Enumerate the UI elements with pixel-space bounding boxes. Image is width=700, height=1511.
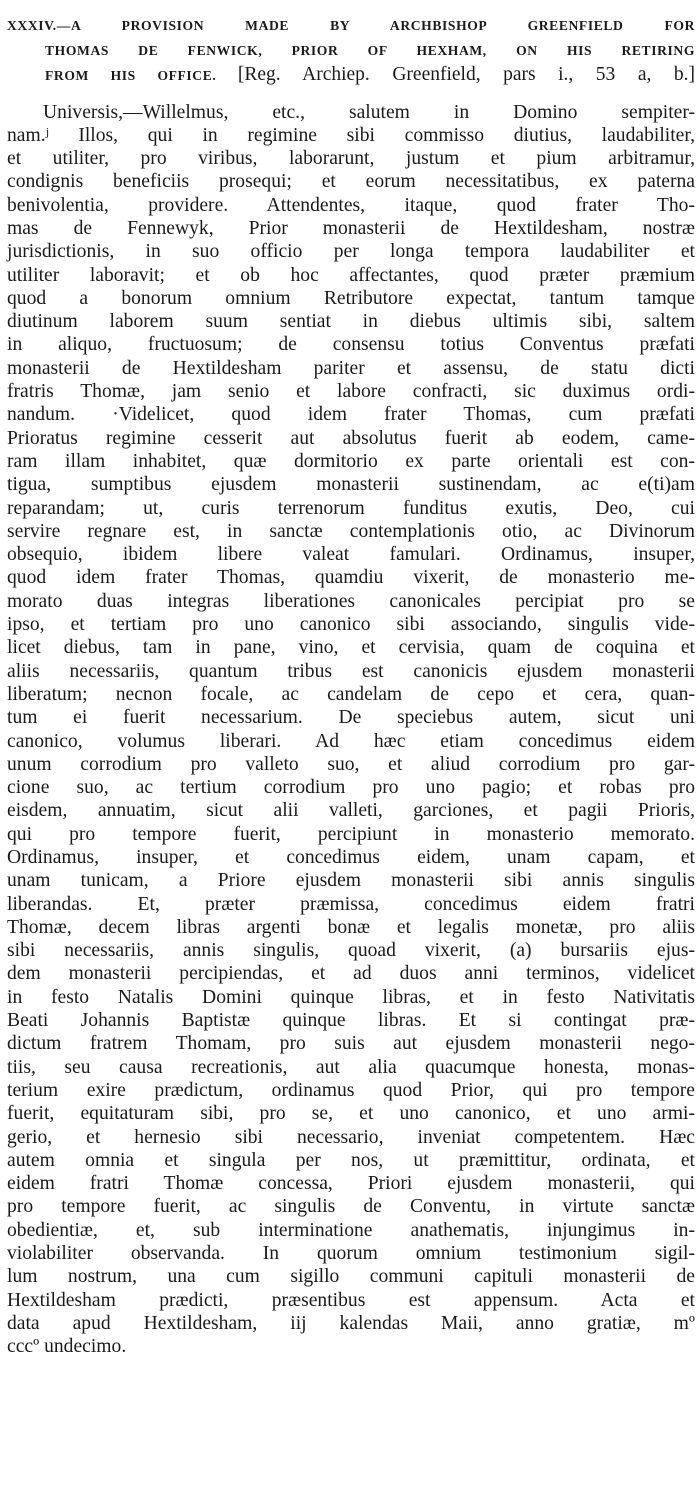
- body-line: tiis, seu causa recreationis, aut alia quacumque honesta, monas-: [7, 1056, 695, 1078]
- body-line: condignis beneficiis prosequi; et eorum necessitatibus, ex paterna: [7, 171, 695, 193]
- body-line: Prioratus regimine cesserit aut absolutus fuerit ab eodem, came-: [7, 427, 695, 449]
- body-line: diutinum laborem suum sentiat in diebus ultimis sibi, saltem: [7, 311, 695, 333]
- body-line: ipso, et tertiam pro uno canonico sibi associando, singulis vide-: [7, 614, 695, 636]
- body-line: violabiliter observanda. In quorum omnium testimonium sigil-: [7, 1243, 695, 1265]
- body-line: tigua, sumptibus ejusdem monasterii sustinendam, ac e(ti)am: [7, 474, 695, 496]
- body-line: lum nostrum, una cum sigillo communi capituli monasterii de: [7, 1266, 695, 1288]
- heading-line: [7, 63, 695, 89]
- body-line: pro tempore fuerit, ac singulis de Conventu, in virtute sanctæ: [7, 1196, 695, 1218]
- body-line: quod a bonorum omnium Retributore expectat, tantum tamque: [7, 287, 695, 309]
- body-line: utiliter laboravit; et ob hoc affectantes, quod præter præmium: [7, 264, 695, 286]
- body-line: Hextildesham prædicti, præsentibus est appensum. Acta et: [7, 1289, 695, 1311]
- document-page: [7, 14, 695, 1359]
- body-line: Universis,—Willelmus, etc., salutem in Domino sempiter-: [43, 101, 695, 123]
- heading-text: FROM HIS OFFICE.: [45, 68, 217, 83]
- body-line: Ordinamus, insuper, et concedimus eidem, unam capam, et: [7, 847, 695, 868]
- body-line: unam tunicam, a Priore ejusdem monasterii sibi annis singulis: [7, 870, 695, 892]
- body-line: sibi necessariis, annis singulis, quoad vixerit, (a) bursariis ejus-: [7, 940, 695, 962]
- body-line: liberatum; necnon focale, ac candelam de cepo et cera, quan-: [7, 683, 695, 705]
- body-line: liberandas. Et, præter præmissa, concedimus eidem fratri: [7, 893, 695, 915]
- body-line: dem monasterii percipiendas, et ad duos anni terminos, videlicet: [7, 963, 695, 985]
- body-line: terium exire prædictum, ordinamus quod Prior, qui pro tempore: [7, 1079, 695, 1101]
- heading-text: THOMAS DE FENWICK, PRIOR OF HEXHAM, ON HIS RETIRING: [45, 42, 695, 58]
- body-line: Thomæ, decem libras argenti bonæ et legalis monetæ, pro aliis: [7, 916, 695, 938]
- body-line: benivolentia, providere. Attendentes, itaque, quod frater Tho-: [7, 194, 695, 216]
- body-line: gerio, et hernesio sibi necessario, inveniat competentem. Hæc: [7, 1126, 695, 1148]
- body-line: reparandam; ut, curis terrenorum funditus exutis, Deo, cui: [7, 497, 695, 519]
- body-line: aliis necessariis, quantum tribus est canonicis ejusdem monasterii: [7, 660, 695, 682]
- body-line: ram illam inhabitet, quæ dormitorio ex parte orientali est con-: [7, 450, 695, 472]
- body-line: Beati Johannis Baptistæ quinque libras. Et si contingat præ-: [7, 1010, 695, 1032]
- body-line: mas de Fennewyk, Prior monasterii de Hextildesham, nostræ: [7, 217, 695, 239]
- heading-line: [7, 14, 695, 39]
- body-line: tum ei fuerit necessarium. De speciebus autem, sicut uni: [7, 707, 695, 729]
- body-line: quod idem frater Thomas, quamdiu vixerit, de monasterio me-: [7, 567, 695, 589]
- body-line: autem omnia et singula per nos, ut præmittitur, ordinata, et: [7, 1149, 695, 1171]
- register-reference: [Reg. Archiep. Greenfield, pars i., 53 a, b.]: [237, 64, 695, 85]
- document-heading: [7, 14, 695, 89]
- body-line: data apud Hextildesham, iij kalendas Maii, anno gratiæ, mº: [7, 1312, 695, 1334]
- heading-text: XXXIV.—A PROVISION MADE BY ARCHBISHOP GREENFIELD FOR: [7, 18, 695, 33]
- document-body: [7, 101, 695, 1359]
- body-line: cione suo, ac tertium corrodium pro uno pagio; et robas pro: [7, 777, 695, 799]
- body-line: fratris Thomæ, jam senio et labore confracti, sic duximus ordi-: [7, 381, 695, 403]
- body-line: jurisdictionis, in suo officio per longa tempora laudabiliter et: [7, 241, 695, 263]
- body-line: nam.ʲ Illos, qui in regimine sibi commisso diutius, laudabiliter,: [7, 124, 695, 146]
- body-line: obedientiæ, et, sub interminatione anathematis, injungimus in-: [7, 1219, 695, 1241]
- body-line: servire regnare est, in sanctæ contemplationis otio, ac Divinorum: [7, 520, 695, 542]
- body-line: eidem fratri Thomæ concessa, Priori ejusdem monasterii, qui: [7, 1173, 695, 1195]
- body-line: dictum fratrem Thomam, pro suis aut ejusdem monasterii nego-: [7, 1033, 695, 1055]
- body-line: obsequio, ibidem libere valeat famulari. Ordinamus, insuper,: [7, 544, 695, 566]
- body-line: in festo Natalis Domini quinque libras, et in festo Nativitatis: [7, 986, 695, 1008]
- body-line: licet diebus, tam in pane, vino, et cervisia, quam de coquina et: [7, 637, 695, 659]
- body-line: fuerit, equitaturam sibi, pro se, et uno canonico, et uno armi-: [7, 1103, 695, 1125]
- body-line: cccº undecimo.: [7, 1336, 127, 1358]
- body-line: nandum. ·Videlicet, quod idem frater Thomas, cum præfati: [7, 404, 695, 426]
- body-line: eisdem, annuatim, sicut alii valleti, garciones, et pagii Prioris,: [7, 800, 695, 822]
- body-line: in aliquo, fructuosum; de consensu totius Conventus præfati: [7, 334, 695, 356]
- body-line: monasterii de Hextildesham pariter et assensu, de statu dicti: [7, 357, 695, 379]
- heading-line: [7, 39, 695, 64]
- body-line: qui pro tempore fuerit, percipiunt in monasterio memorato.: [7, 823, 695, 845]
- body-line: morato duas integras liberationes canonicales percipiat pro se: [7, 590, 695, 612]
- body-line: canonico, volumus liberari. Ad hæc etiam concedimus eidem: [7, 730, 695, 752]
- body-line: et utiliter, pro viribus, laborarunt, justum et pium arbitramur,: [7, 148, 695, 170]
- body-line: unum corrodium pro valleto suo, et aliud corrodium pro gar-: [7, 753, 695, 775]
